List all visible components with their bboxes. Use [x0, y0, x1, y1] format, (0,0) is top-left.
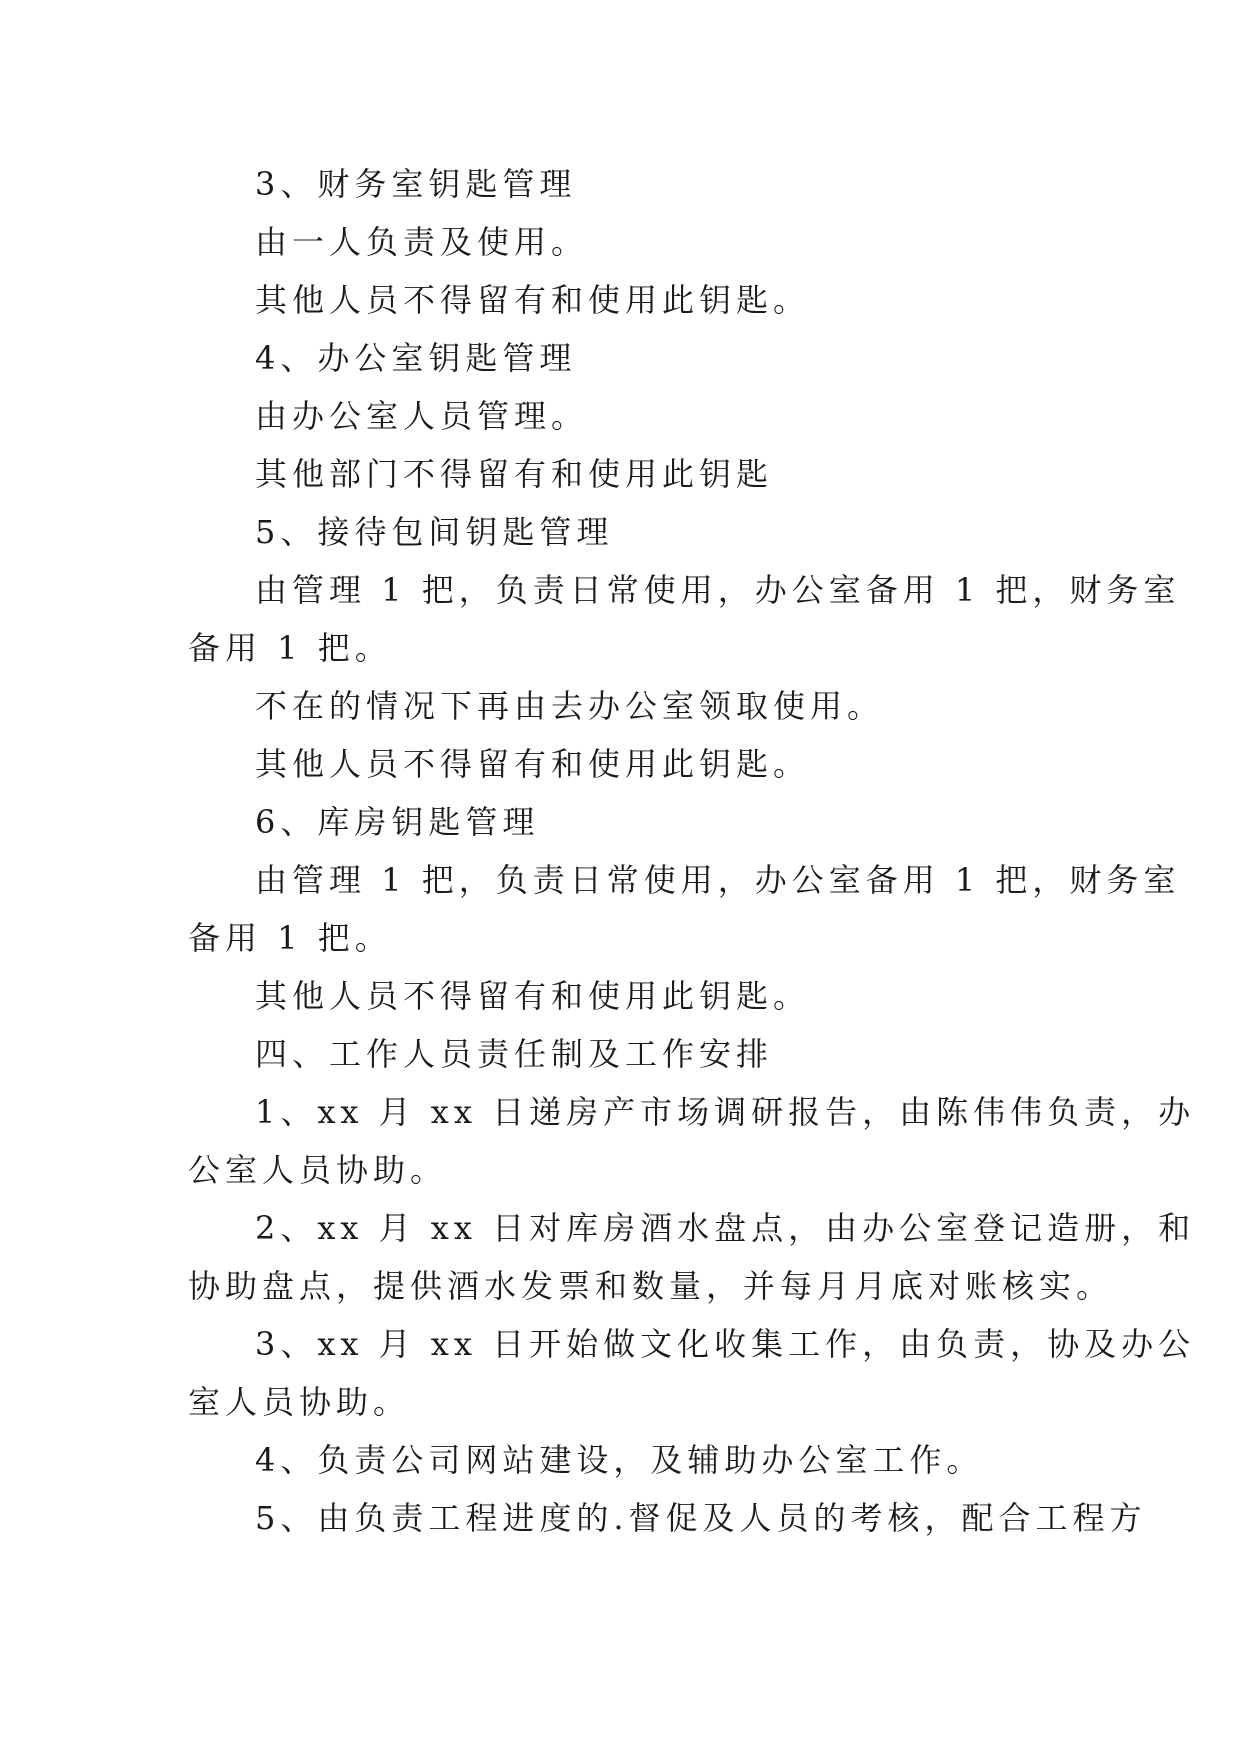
- text-line: 3、xx 月 xx 日开始做文化收集工作，由负责，协及办公: [255, 1325, 1196, 1363]
- text-line: 协助盘点，提供酒水发票和数量，并每月月底对账核实。: [188, 1267, 1114, 1305]
- text-line: 公室人员协助。: [188, 1151, 448, 1189]
- section-heading-finance-key: 3、财务室钥匙管理: [255, 165, 577, 203]
- text-line: 室人员协助。: [188, 1383, 411, 1421]
- section-heading-responsibility: 四、工作人员责任制及工作安排: [255, 1035, 774, 1073]
- text-line: 1、xx 月 xx 日递房产市场调研报告，由陈伟伟负责，办: [255, 1093, 1196, 1131]
- text-line: 2、xx 月 xx 日对库房酒水盘点，由办公室登记造册，和: [255, 1209, 1196, 1247]
- text-line: 其他部门不得留有和使用此钥匙: [255, 455, 774, 493]
- section-heading-reception-key: 5、接待包间钥匙管理: [255, 513, 614, 551]
- section-heading-office-key: 4、办公室钥匙管理: [255, 339, 577, 377]
- text-line: 其他人员不得留有和使用此钥匙。: [255, 977, 811, 1015]
- text-line: 其他人员不得留有和使用此钥匙。: [255, 745, 811, 783]
- section-heading-storage-key: 6、库房钥匙管理: [255, 803, 540, 841]
- text-line: 由办公室人员管理。: [255, 397, 589, 435]
- text-line: 由管理 1 把，负责日常使用，办公室备用 1 把，财务室: [255, 861, 1181, 899]
- text-line: 5、由负责工程进度的.督促及人员的考核，配合工程方: [255, 1499, 1147, 1537]
- text-line: 备用 1 把。: [188, 629, 392, 667]
- text-line: 由一人负责及使用。: [255, 223, 589, 261]
- text-line: 由管理 1 把，负责日常使用，办公室备用 1 把，财务室: [255, 571, 1181, 609]
- text-line: 备用 1 把。: [188, 919, 392, 957]
- text-line: 其他人员不得留有和使用此钥匙。: [255, 281, 811, 319]
- text-line: 4、负责公司网站建设，及辅助办公室工作。: [255, 1441, 984, 1479]
- text-line: 不在的情况下再由去办公室领取使用。: [255, 687, 885, 725]
